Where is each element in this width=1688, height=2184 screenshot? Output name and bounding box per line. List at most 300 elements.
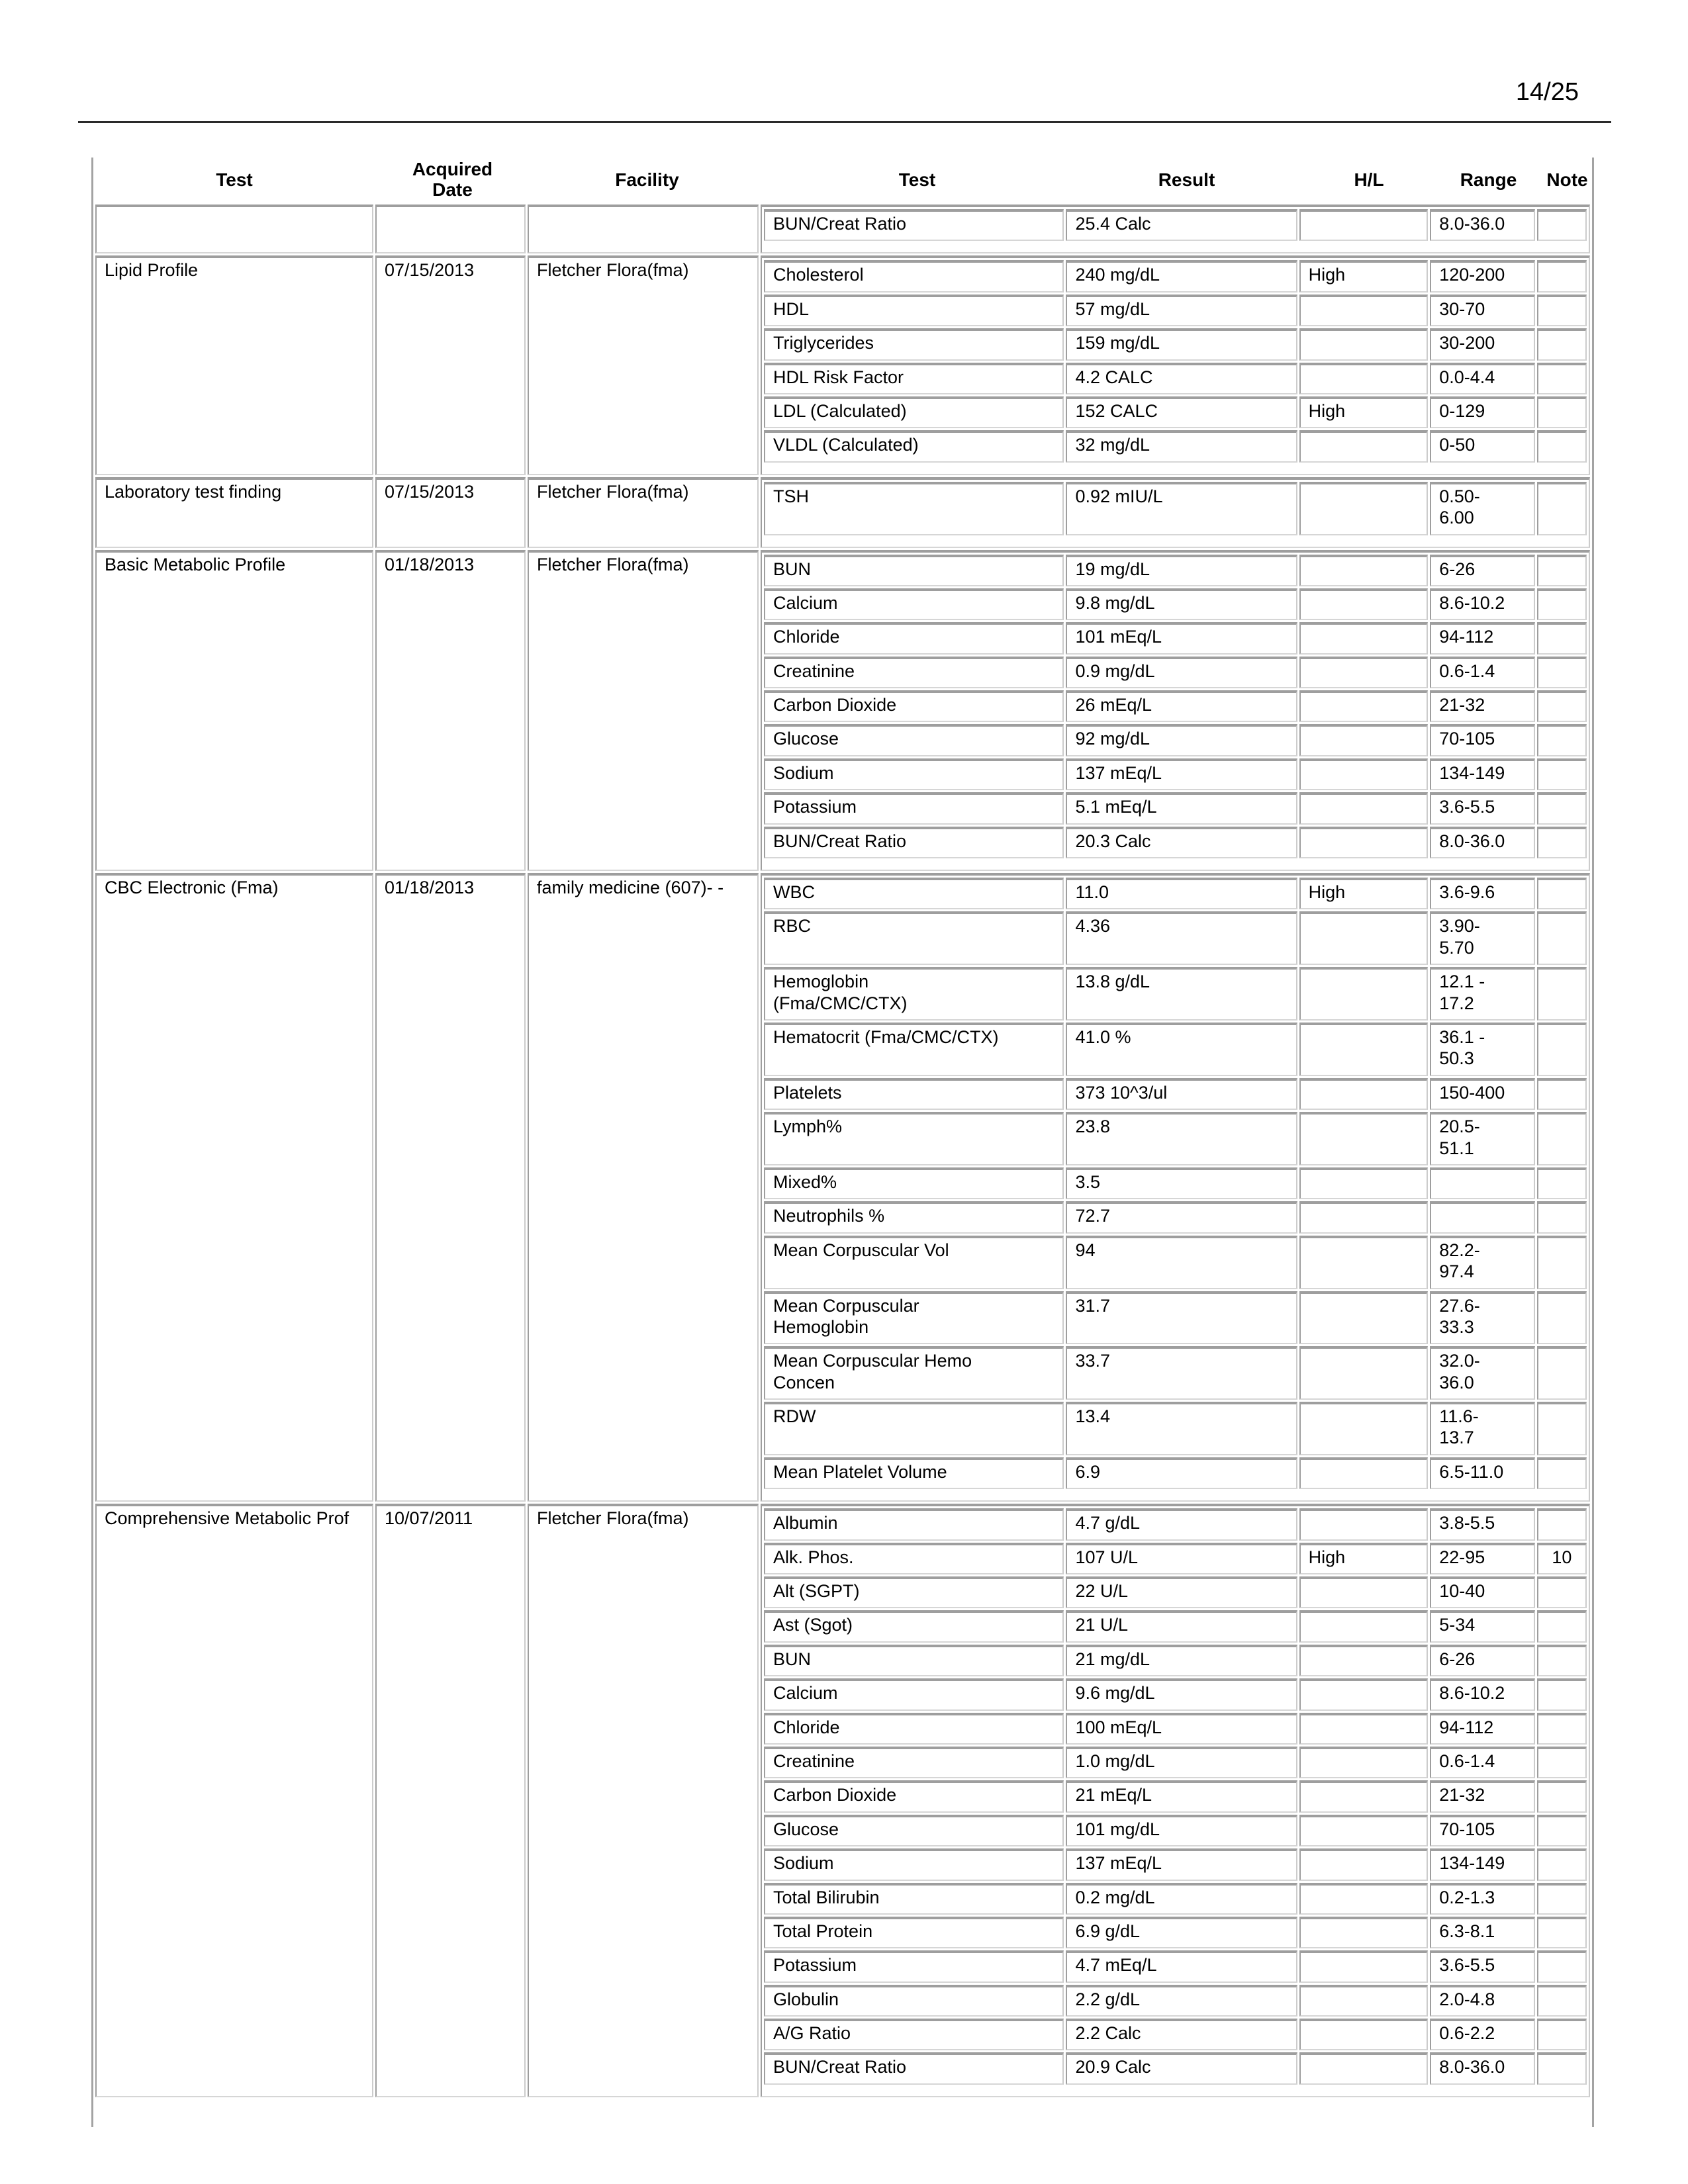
test-row [764,1780,1587,1812]
range-cell: 0.0-4.4 [1430,363,1535,394]
group-facility-cell: family medicine (607)- - [528,873,759,1502]
inner-results-table [762,553,1589,861]
hl-flag-cell [1299,911,1429,965]
hl-flag-cell [1299,1167,1429,1199]
hl-flag-cell [1299,622,1429,654]
hl-flag-cell [1299,967,1429,1021]
test-name-cell: BUN/Creat Ratio [764,2052,1064,2084]
column-header-group-test [93,158,375,203]
range-cell: 20.5-51.1 [1430,1112,1535,1165]
range-cell: 6-26 [1430,1645,1535,1676]
range-cell: 0.6-1.4 [1430,657,1535,688]
result-cell: 94 [1066,1236,1297,1289]
result-cell: 20.3 Calc [1066,827,1297,858]
group-date-cell [375,205,526,253]
result-cell: 0.2 mg/dL [1066,1883,1297,1915]
note-cell [1537,878,1587,909]
group-date-cell: 07/15/2013 [375,255,526,475]
test-row [764,724,1587,756]
group-date-cell: 01/18/2013 [375,550,526,872]
test-name-cell: BUN/Creat Ratio [764,827,1064,858]
result-cell: 101 mg/dL [1066,1815,1297,1846]
group-results-cell [761,477,1590,548]
result-cell: 2.2 Calc [1066,2019,1297,2050]
note-cell [1537,1747,1587,1778]
range-cell: 70-105 [1430,1815,1535,1846]
group-results-cell [761,205,1590,253]
note-cell [1537,1950,1587,1982]
test-name-cell: Chloride [764,622,1064,654]
result-cell: 5.1 mEq/L [1066,792,1297,824]
group-date-cell: 07/15/2013 [375,477,526,548]
column-header-range [1434,158,1542,203]
hl-flag-cell [1299,1678,1429,1710]
note-cell [1537,1678,1587,1710]
range-cell: 11.6-13.7 [1430,1402,1535,1455]
table-header-row [93,158,1592,203]
result-cell: 21 mEq/L [1066,1780,1297,1812]
result-cell: 6.9 g/dL [1066,1917,1297,1948]
note-cell [1537,1985,1587,2017]
group-row [95,477,1590,548]
result-cell: 4.7 g/dL [1066,1508,1297,1540]
test-row [764,1167,1587,1199]
group-row [95,550,1590,872]
test-name-cell: WBC [764,878,1064,909]
range-cell: 94-112 [1430,622,1535,654]
test-name-cell: Mean Platelet Volume [764,1457,1064,1489]
test-name-cell: Lymph% [764,1112,1064,1165]
inner-results-table [762,258,1589,464]
result-cell: 19 mg/dL [1066,555,1297,586]
test-name-cell: Platelets [764,1078,1064,1110]
range-cell: 0.2-1.3 [1430,1883,1535,1915]
range-cell: 10-40 [1430,1576,1535,1608]
test-name-cell: Albumin [764,1508,1064,1540]
note-cell [1537,1645,1587,1676]
result-cell: 92 mg/dL [1066,724,1297,756]
hl-flag-cell [1299,1346,1429,1400]
test-row [764,1576,1587,1608]
group-results-cell [761,255,1590,475]
note-cell [1537,588,1587,620]
column-header-label: Facility [615,169,679,190]
test-row [764,1747,1587,1778]
test-row [764,1201,1587,1233]
test-name-cell: Glucose [764,1815,1064,1846]
hl-flag-cell [1299,1402,1429,1455]
range-cell: 3.6-5.5 [1430,1950,1535,1982]
group-test-cell: Basic Metabolic Profile [95,550,373,872]
test-row [764,2019,1587,2050]
column-header-facility [530,158,765,203]
hl-flag-cell [1299,1883,1429,1915]
hl-flag-cell [1299,1950,1429,1982]
hl-flag-cell [1299,1917,1429,1948]
test-name-cell: Mean Corpuscular Vol [764,1236,1064,1289]
note-cell [1537,724,1587,756]
group-results-cell [761,1504,1590,2097]
range-cell: 6-26 [1430,555,1535,586]
hl-flag-cell [1299,1645,1429,1676]
range-cell: 36.1 - 50.3 [1430,1023,1535,1076]
group-row [95,1504,1590,2097]
result-cell: 13.8 g/dL [1066,967,1297,1021]
test-name-cell: Ast (Sgot) [764,1610,1064,1642]
hl-flag-cell [1299,295,1429,326]
test-name-cell: BUN [764,1645,1064,1676]
result-cell: 72.7 [1066,1201,1297,1233]
result-cell: 11.0 [1066,878,1297,909]
result-cell: 373 10^3/ul [1066,1078,1297,1110]
group-facility-cell: Fletcher Flora(fma) [528,255,759,475]
test-row [764,758,1587,790]
test-row [764,1645,1587,1676]
range-cell [1430,1167,1535,1199]
test-row [764,295,1587,326]
test-name-cell: Calcium [764,1678,1064,1710]
result-cell: 41.0 % [1066,1023,1297,1076]
test-row [764,1112,1587,1165]
test-name-cell: Cholesterol [764,260,1064,292]
test-row [764,363,1587,394]
hl-flag-cell [1299,657,1429,688]
hl-flag-cell: High [1299,878,1429,909]
hl-flag-cell [1299,1848,1429,1880]
test-name-cell: Neutrophils % [764,1201,1064,1233]
note-cell [1537,1201,1587,1233]
note-cell [1537,363,1587,394]
result-cell: 21 mg/dL [1066,1645,1297,1676]
result-cell: 33.7 [1066,1346,1297,1400]
note-cell [1537,430,1587,462]
range-cell: 82.2-97.4 [1430,1236,1535,1289]
range-cell: 120-200 [1430,260,1535,292]
hl-flag-cell [1299,482,1429,535]
result-cell: 3.5 [1066,1167,1297,1199]
result-cell: 4.7 mEq/L [1066,1950,1297,1982]
lab-results-table [91,158,1594,2127]
hl-flag-cell [1299,1576,1429,1608]
test-name-cell: HDL Risk Factor [764,363,1064,394]
test-row [764,1457,1587,1489]
note-cell [1537,555,1587,586]
column-header-label: Note [1546,169,1588,190]
group-test-cell: CBC Electronic (Fma) [95,873,373,1502]
result-cell: 107 U/L [1066,1543,1297,1574]
note-cell [1537,1883,1587,1915]
column-header-acquired-date [375,158,530,203]
hl-flag-cell [1299,1112,1429,1165]
test-row [764,328,1587,360]
hl-flag-cell [1299,1236,1429,1289]
test-name-cell: Calcium [764,588,1064,620]
note-cell [1537,1291,1587,1345]
column-header-label: H/L [1354,169,1384,190]
test-row [764,1078,1587,1110]
range-cell: 8.0-36.0 [1430,2052,1535,2084]
result-cell: 9.6 mg/dL [1066,1678,1297,1710]
test-name-cell: Hemoglobin (Fma/CMC/CTX) [764,967,1064,1021]
test-name-cell: Chloride [764,1713,1064,1745]
range-cell: 134-149 [1430,758,1535,790]
note-cell [1537,1112,1587,1165]
note-cell [1537,1508,1587,1540]
test-row [764,482,1587,535]
result-cell: 20.9 Calc [1066,2052,1297,2084]
result-cell: 25.4 Calc [1066,209,1297,241]
result-cell: 137 mEq/L [1066,758,1297,790]
test-row [764,827,1587,858]
result-cell: 0.92 mIU/L [1066,482,1297,535]
inner-results-table [762,1506,1589,2087]
column-header-note [1542,158,1592,203]
hl-flag-cell [1299,827,1429,858]
range-cell: 0.6-2.2 [1430,2019,1535,2050]
test-name-cell: HDL [764,295,1064,326]
range-cell: 8.6-10.2 [1430,588,1535,620]
test-name-cell: Mean Corpuscular Hemoglobin [764,1291,1064,1345]
test-name-cell: Hematocrit (Fma/CMC/CTX) [764,1023,1064,1076]
result-cell: 9.8 mg/dL [1066,588,1297,620]
test-name-cell: Globulin [764,1985,1064,2017]
test-row [764,1610,1587,1642]
range-cell: 21-32 [1430,1780,1535,1812]
test-row [764,1848,1587,1880]
hl-flag-cell [1299,690,1429,722]
top-rule [78,121,1611,123]
result-cell: 0.9 mg/dL [1066,657,1297,688]
note-cell [1537,1167,1587,1199]
test-row [764,1815,1587,1846]
group-facility-cell: Fletcher Flora(fma) [528,477,759,548]
test-row [764,1950,1587,1982]
range-cell: 21-32 [1430,690,1535,722]
group-row [95,873,1590,1502]
range-cell: 6.5-11.0 [1430,1457,1535,1489]
note-cell [1537,1917,1587,1948]
group-facility-cell: Fletcher Flora(fma) [528,1504,759,2097]
note-cell [1537,758,1587,790]
result-cell: 4.36 [1066,911,1297,965]
column-header-test [765,158,1070,203]
result-cell: 152 CALC [1066,396,1297,428]
test-row [764,555,1587,586]
test-name-cell: Potassium [764,792,1064,824]
note-cell [1537,622,1587,654]
hl-flag-cell [1299,1078,1429,1110]
hl-flag-cell [1299,209,1429,241]
test-name-cell: Triglycerides [764,328,1064,360]
group-test-cell: Lipid Profile [95,255,373,475]
test-name-cell: Creatinine [764,1747,1064,1778]
test-row [764,396,1587,428]
note-cell [1537,2052,1587,2084]
test-name-cell: Glucose [764,724,1064,756]
range-cell: 3.90-5.70 [1430,911,1535,965]
result-cell: 100 mEq/L [1066,1713,1297,1745]
note-cell [1537,1402,1587,1455]
hl-flag-cell [1299,724,1429,756]
test-row [764,1023,1587,1076]
note-cell [1537,1848,1587,1880]
test-name-cell: Carbon Dioxide [764,690,1064,722]
test-name-cell: Total Bilirubin [764,1883,1064,1915]
result-cell: 6.9 [1066,1457,1297,1489]
range-cell: 0.50-6.00 [1430,482,1535,535]
hl-flag-cell [1299,758,1429,790]
note-cell [1537,260,1587,292]
note-cell [1537,1457,1587,1489]
test-name-cell: BUN [764,555,1064,586]
hl-flag-cell [1299,792,1429,824]
range-cell: 0-129 [1430,396,1535,428]
range-cell: 5-34 [1430,1610,1535,1642]
hl-flag-cell [1299,588,1429,620]
test-row [764,1291,1587,1345]
range-cell: 27.6-33.3 [1430,1291,1535,1345]
test-name-cell: BUN/Creat Ratio [764,209,1064,241]
test-name-cell: Alt (SGPT) [764,1576,1064,1608]
note-cell [1537,1713,1587,1745]
column-header-label: Test [898,169,936,190]
test-row [764,1713,1587,1745]
hl-flag-cell [1299,555,1429,586]
group-facility-cell: Fletcher Flora(fma) [528,550,759,872]
range-cell: 94-112 [1430,1713,1535,1745]
note-cell [1537,911,1587,965]
group-row [95,205,1590,253]
column-header-hl [1303,158,1434,203]
hl-flag-cell [1299,1780,1429,1812]
test-row [764,1985,1587,2017]
hl-flag-cell [1299,328,1429,360]
hl-flag-cell [1299,1508,1429,1540]
result-cell: 13.4 [1066,1402,1297,1455]
result-cell: 159 mg/dL [1066,328,1297,360]
note-cell [1537,1780,1587,1812]
result-cell: 4.2 CALC [1066,363,1297,394]
result-cell: 137 mEq/L [1066,1848,1297,1880]
note-cell [1537,967,1587,1021]
range-cell: 30-200 [1430,328,1535,360]
note-cell [1537,690,1587,722]
result-cell: 240 mg/dL [1066,260,1297,292]
note-cell [1537,1815,1587,1846]
hl-flag-cell [1299,2019,1429,2050]
group-facility-cell [528,205,759,253]
test-row [764,1917,1587,1948]
hl-flag-cell [1299,1201,1429,1233]
result-cell: 22 U/L [1066,1576,1297,1608]
hl-flag-cell [1299,430,1429,462]
note-cell [1537,396,1587,428]
result-cell: 57 mg/dL [1066,295,1297,326]
range-cell [1430,1201,1535,1233]
test-row [764,2052,1587,2084]
test-row [764,588,1587,620]
range-cell: 0-50 [1430,430,1535,462]
note-cell [1537,209,1587,241]
test-row [764,1543,1587,1574]
range-cell: 70-105 [1430,724,1535,756]
hl-flag-cell [1299,1457,1429,1489]
range-cell: 150-400 [1430,1078,1535,1110]
result-cell: 32 mg/dL [1066,430,1297,462]
hl-flag-cell [1299,1610,1429,1642]
test-row [764,1883,1587,1915]
test-name-cell: Alk. Phos. [764,1543,1064,1574]
test-row [764,430,1587,462]
test-name-cell: Total Protein [764,1917,1064,1948]
note-cell [1537,1610,1587,1642]
result-cell: 23.8 [1066,1112,1297,1165]
range-cell: 0.6-1.4 [1430,1747,1535,1778]
test-name-cell: Mean Corpuscular Hemo Concen [764,1346,1064,1400]
note-cell [1537,328,1587,360]
result-cell: 101 mEq/L [1066,622,1297,654]
result-cell: 21 U/L [1066,1610,1297,1642]
group-test-cell: Comprehensive Metabolic Prof [95,1504,373,2097]
note-cell [1537,1078,1587,1110]
hl-flag-cell [1299,1713,1429,1745]
note-cell [1537,657,1587,688]
range-cell: 3.6-9.6 [1430,878,1535,909]
range-cell: 2.0-4.8 [1430,1985,1535,2017]
note-cell [1537,295,1587,326]
range-cell: 12.1 - 17.2 [1430,967,1535,1021]
test-row [764,1346,1587,1400]
hl-flag-cell [1299,1023,1429,1076]
column-header-label: Range [1460,169,1517,190]
hl-flag-cell [1299,1815,1429,1846]
test-row [764,911,1587,965]
range-cell: 8.0-36.0 [1430,209,1535,241]
range-cell: 3.6-5.5 [1430,792,1535,824]
range-cell: 32.0-36.0 [1430,1346,1535,1400]
test-row [764,1236,1587,1289]
note-cell [1537,792,1587,824]
range-cell: 30-70 [1430,295,1535,326]
test-name-cell: LDL (Calculated) [764,396,1064,428]
test-row [764,967,1587,1021]
hl-flag-cell: High [1299,260,1429,292]
inner-results-table [762,876,1589,1491]
result-cell: 26 mEq/L [1066,690,1297,722]
test-row [764,1402,1587,1455]
test-name-cell: TSH [764,482,1064,535]
range-cell: 8.0-36.0 [1430,827,1535,858]
range-cell: 3.8-5.5 [1430,1508,1535,1540]
note-cell [1537,827,1587,858]
test-name-cell: RBC [764,911,1064,965]
group-date-cell: 10/07/2011 [375,1504,526,2097]
hl-flag-cell [1299,1291,1429,1345]
note-cell [1537,1023,1587,1076]
test-name-cell: Creatinine [764,657,1064,688]
test-name-cell: Carbon Dioxide [764,1780,1064,1812]
range-cell: 22-95 [1430,1543,1535,1574]
test-name-cell: Sodium [764,758,1064,790]
group-results-cell [761,550,1590,872]
results-outer-table [93,203,1592,2099]
hl-flag-cell: High [1299,396,1429,428]
test-row [764,260,1587,292]
column-header-label: Acquired Date [412,159,493,200]
note-cell [1537,1346,1587,1400]
group-test-cell [95,205,373,253]
inner-results-table [762,207,1589,243]
